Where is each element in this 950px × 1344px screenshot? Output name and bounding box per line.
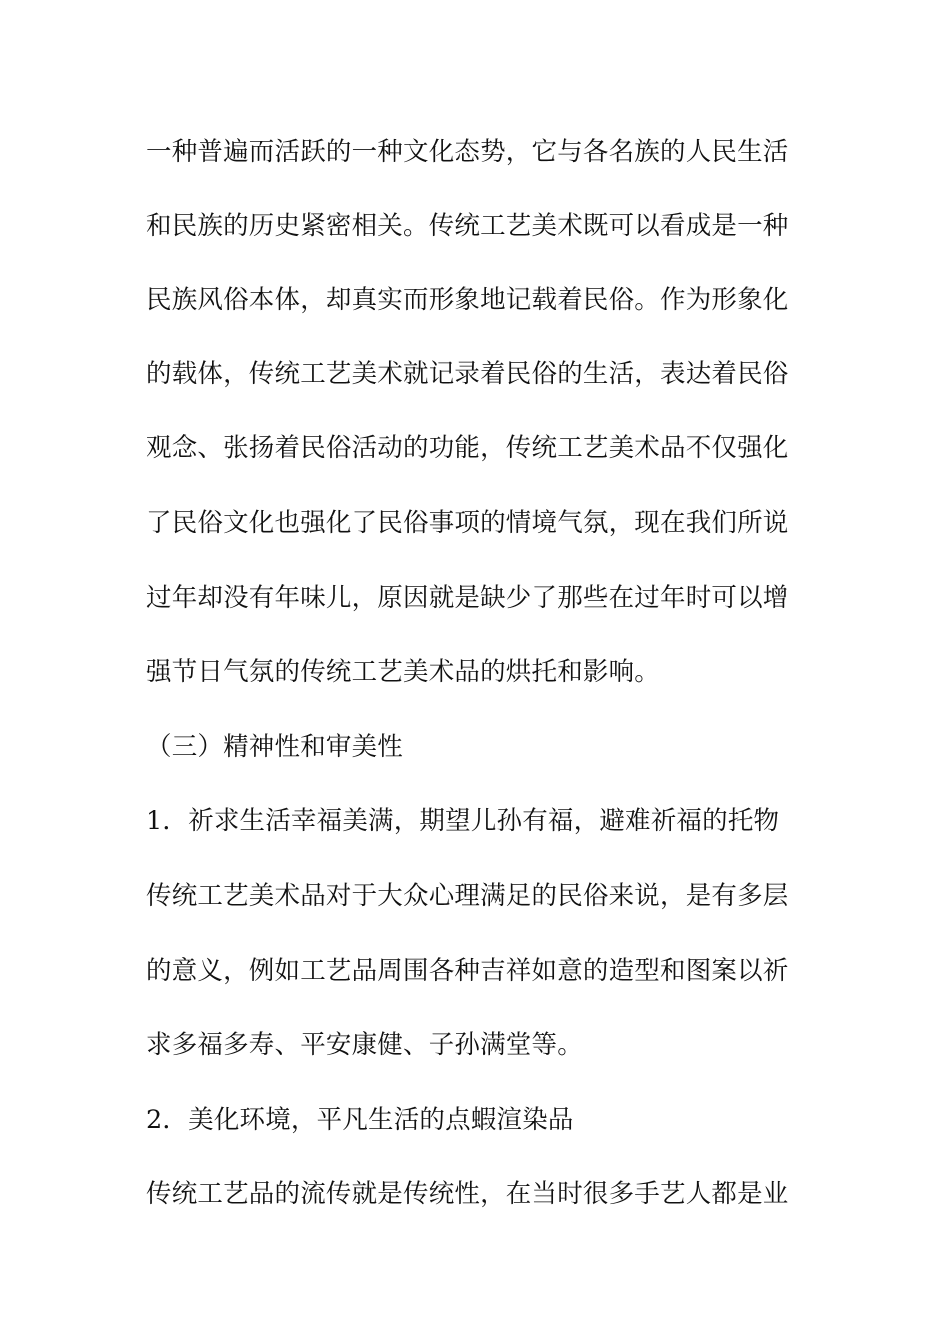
paragraph-line: 了民俗文化也强化了民俗事项的情境气氛，现在我们所说 (146, 508, 789, 538)
paragraph-line: 民族风俗本体，却真实而形象地记载着民俗。作为形象化 (146, 285, 789, 315)
paragraph-line: 一种普遍而活跃的一种文化态势，它与各名族的人民生活 (146, 137, 789, 167)
paragraph-line: 观念、张扬着民俗活动的功能，传统工艺美术品不仅强化 (146, 433, 789, 463)
paragraph-line: 过年却没有年味儿，原因就是缺少了那些在过年时可以增 (146, 583, 789, 613)
list-item-heading: 1．祈求生活幸福美满，期望儿孙有福，避难祈福的托物 (146, 806, 780, 836)
section-heading: （三）精神性和审美性 (146, 732, 404, 762)
paragraph-line: 的意义，例如工艺品周围各种吉祥如意的造型和图案以祈 (146, 956, 789, 986)
list-item-heading: 2．美化环境，平凡生活的点蝦渲染品 (146, 1105, 574, 1135)
paragraph-line: 求多福多寿、平安康健、子孙满堂等。 (146, 1030, 583, 1060)
paragraph-line: 和民族的历史紧密相关。传统工艺美术既可以看成是一种 (146, 211, 789, 241)
paragraph-line: 传统工艺美术品对于大众心理满足的民俗来说，是有多层 (146, 881, 789, 911)
paragraph-line: 传统工艺品的流传就是传统性，在当时很多手艺人都是业 (146, 1179, 789, 1209)
paragraph-line: 强节日气氛的传统工艺美术品的烘托和影响。 (146, 657, 661, 687)
paragraph-line: 的载体，传统工艺美术就记录着民俗的生活，表达着民俗 (146, 359, 789, 389)
